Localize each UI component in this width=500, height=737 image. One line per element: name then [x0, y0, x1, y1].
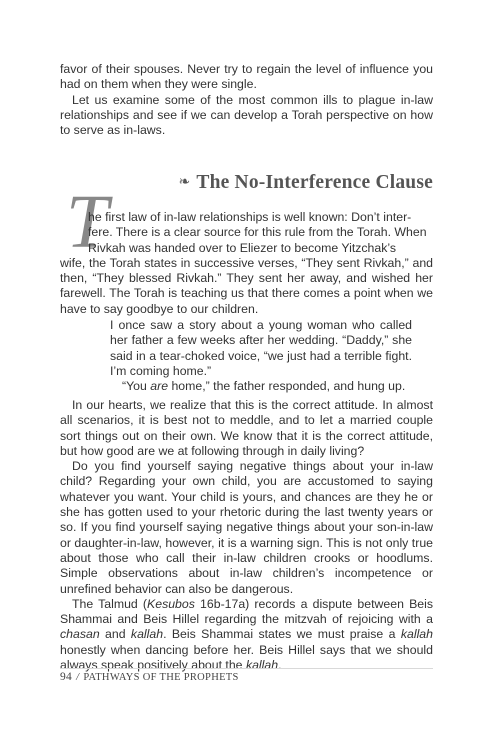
quote-reply	[110, 379, 412, 394]
first-paragraph	[60, 210, 433, 317]
intro-paragraph-2: Let us examine some of the most common ills to plague in-law relationships and see if we can develop a Torah perspective on how to serve as in-laws.	[60, 92, 433, 138]
section-heading	[178, 172, 433, 193]
italic-term: kallah	[400, 627, 433, 642]
text-run: . Beis Shammai states we must praise a	[163, 627, 401, 642]
ornament-icon: ❧	[178, 175, 191, 190]
footer-divider	[60, 668, 433, 669]
page-number: 94	[60, 671, 73, 683]
footer-separator: /	[76, 672, 80, 683]
section-title: The No-Interference Clause	[196, 172, 433, 193]
text-run: honestly when dancing before her. Beis Hillel says that we should always speak positively about the	[60, 642, 433, 673]
running-title: PATHWAYS OF THE PROPHETS	[83, 672, 239, 683]
italic-term: chasan	[60, 627, 100, 642]
body-text	[60, 398, 433, 673]
text-run: and	[99, 627, 131, 642]
drop-cap: T	[66, 180, 109, 264]
first-paragraph-line-3: Rivkah was handed over to Eliezer to become Yitzchak’s	[88, 240, 397, 255]
intro-text	[60, 62, 433, 138]
body-paragraph-3	[60, 597, 433, 673]
quote-paragraph-1: I once saw a story about a young woman who called her father a few weeks after her wedding. “Daddy,” she said in a tear-choked voice, “we just had a terrible fight. I’m coming home.”	[110, 318, 412, 378]
italic-term: Kesubos	[147, 596, 195, 611]
first-paragraph-line-1: he first law of in-law relationships is well known: Don’t inter-	[88, 210, 412, 224]
body-paragraph-1: In our hearts, we realize that this is the correct attitude. In almost all scenarios, it is best not to meddle, and to let a married couple sort things out on their own. We know that it is the correct attitude, but how good are we at following through in daily living?	[60, 398, 433, 458]
italic-term: kallah	[245, 658, 279, 673]
body-paragraph-2: Do you find yourself saying negative things about your in-law child? Regarding your own child, you are accustomed to saying whatever you want. Your child is yours, and chances are they he or she has gotten used to your rhetoric during the last twenty years or so. If you find yourself saying negative things about your son-in-law or daughter-in-law, however, it is a warning sign. This is not only true about those who call their in-law children crooks or hoodlums. Simple observations about in-law children’s incompetence or unrefined behavior can also be dangerous.	[60, 459, 433, 596]
quote-reply-emphasis: are	[150, 379, 169, 394]
text-run: .	[278, 658, 282, 673]
quote-reply-end: home,” the father responded, and hung up.	[168, 379, 406, 394]
first-paragraph-line-2: fere. There is a clear source for this rule from the Torah. When	[88, 225, 427, 240]
first-paragraph-rest: wife, the Torah states in successive verses, “They sent Rivkah,” and then, “They blessed Rivkah.” They sent her away, and wished her farewell. The Torah is teaching us that there comes a point when we have to say goodbye to our children.	[60, 255, 433, 316]
italic-term: kallah	[130, 627, 164, 642]
text-run: 16b-17a) records a dispute between Beis Shammai and Beis Hillel regarding the mitzvah of rejoicing with a	[60, 596, 433, 627]
text-run: The Talmud (	[72, 596, 148, 611]
quote-reply-start: “You	[122, 379, 151, 394]
intro-paragraph-1: favor of their spouses. Never try to regain the level of influence you had on them when they were single.	[60, 62, 433, 92]
page-footer	[60, 670, 239, 685]
block-quote	[110, 318, 412, 394]
